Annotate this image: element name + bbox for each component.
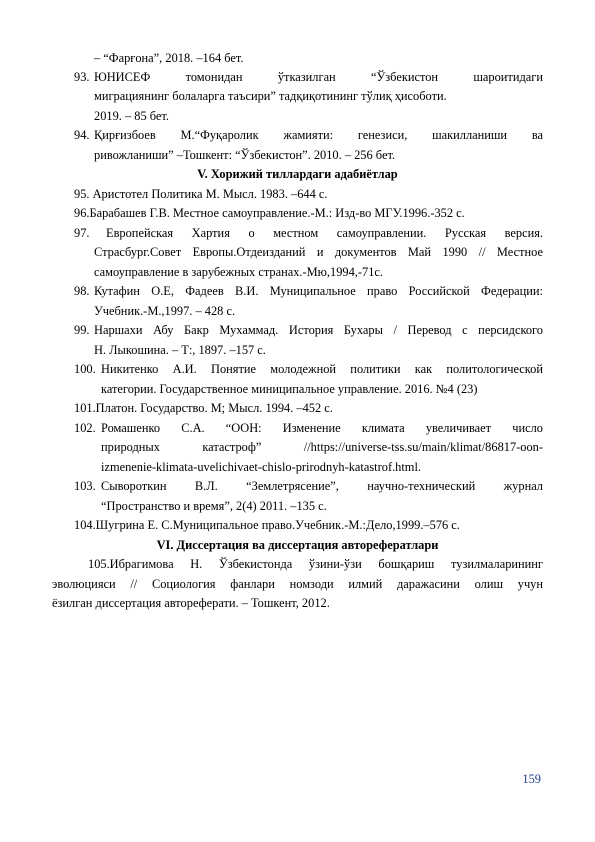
- ref-97-line-1: Европейская Хартия о местном самоуправлении. Русская версия.: [106, 226, 543, 240]
- ref-101: 101.Платон. Государство. М; Мысл. 1994. –452 с.: [74, 401, 333, 415]
- ref-100-line-1: Никитенко А.И. Понятие молодежной политики как политологической: [101, 362, 543, 376]
- ref-97-line-3: самоуправление в зарубежных странах.-Мю,1994,-71с.: [94, 265, 383, 279]
- ref-93-line-1: ЮНИСЕФ томонидан ўтказилган “Ўзбекистон шароитидаги: [94, 70, 543, 84]
- ref-103-line-2: “Пространство и время”, 2(4) 2011. –135 с.: [101, 499, 327, 513]
- ref-92-continuation: – “Фарғона”, 2018. –164 бет.: [94, 51, 244, 65]
- ref-98-line-1: Кутафин О.Е, Фадеев В.И. Муниципальное право Российской Федерации:: [94, 284, 543, 298]
- ref-97-line-2: Страсбург.Совет Европы.Отдеизданий и документов Май 1990 // Местное: [94, 245, 543, 259]
- ref-102-number: 102.: [74, 421, 96, 435]
- ref-97-number: 97.: [74, 226, 90, 240]
- ref-99-line-1: Наршахи Абу Бакр Мухаммад. История Бухары / Перевод с персидского: [94, 323, 543, 337]
- ref-105-line-3: ёзилган диссертация автореферати. – Тошкент, 2012.: [52, 596, 330, 610]
- ref-96: 96.Барабашев Г.В. Местное самоуправление.-М.: Изд-во МГУ.1996.-352 с.: [74, 206, 465, 220]
- ref-93-number: 93.: [74, 70, 90, 84]
- section-heading-dissertations: VI. Диссертация ва диссертация авторефератлари: [156, 538, 439, 552]
- ref-98-number: 98.: [74, 284, 90, 298]
- ref-93-line-2: миграциянинг болаларга таъсири” тадқиқотининг тўлиқ ҳисоботи.: [94, 89, 447, 103]
- ref-98-line-2: Учебник.-М.,1997. – 428 с.: [94, 304, 236, 318]
- ref-102-line-3: izmenenie-klimata-uvelichivaet-chislo-prirodnyh-katastrof.html.: [101, 460, 421, 474]
- ref-104: 104.Шугрина Е. С.Муниципальное право.Учебник.-М.:Дело,1999.–576 с.: [74, 518, 460, 532]
- ref-93-line-3: 2019. – 85 бет.: [94, 109, 169, 123]
- ref-94-number: 94.: [74, 128, 90, 142]
- ref-99-number: 99.: [74, 323, 90, 337]
- ref-95: 95. Аристотел Политика М. Мысл. 1983. –644 с.: [74, 187, 328, 201]
- ref-105-line-1: 105.Ибрагимова Н. Ўзбекистонда ўзини-ўзи бошқариш тузилмаларининг: [88, 557, 543, 571]
- ref-94-line-1: Қирғизбоев М.“Фуқаролик жамияти: генезиси, шакилланиши ва: [94, 128, 543, 142]
- ref-102-line-2: природных катастроф” //https://universe-tss.su/main/klimat/86817-oon-: [101, 440, 543, 454]
- ref-99-line-2: Н. Лыкошина. – Т:, 1897. –157 с.: [94, 343, 266, 357]
- ref-100-number: 100.: [74, 362, 96, 376]
- ref-100-line-2: категории. Государственное миниципальное управление. 2016. №4 (23): [101, 382, 478, 396]
- ref-103-line-1: Сывороткин В.Л. “Землетрясение”, научно-технический журнал: [101, 479, 543, 493]
- ref-94-line-2: ривожланиши” –Тошкент: “Ўзбекистон”. 2010. – 256 бет.: [94, 148, 396, 162]
- ref-103-number: 103.: [74, 479, 96, 493]
- ref-105-line-2: эволюцияси // Социология фанлари номзоди илмий даражасини олиш учун: [52, 577, 543, 591]
- page-number: 159: [522, 772, 541, 786]
- ref-102-line-1: Ромашенко С.А. “ООН: Изменение климата увеличивает число: [101, 421, 543, 435]
- section-heading-foreign-literature: V. Хорижий тиллардаги адабиётлар: [197, 167, 398, 181]
